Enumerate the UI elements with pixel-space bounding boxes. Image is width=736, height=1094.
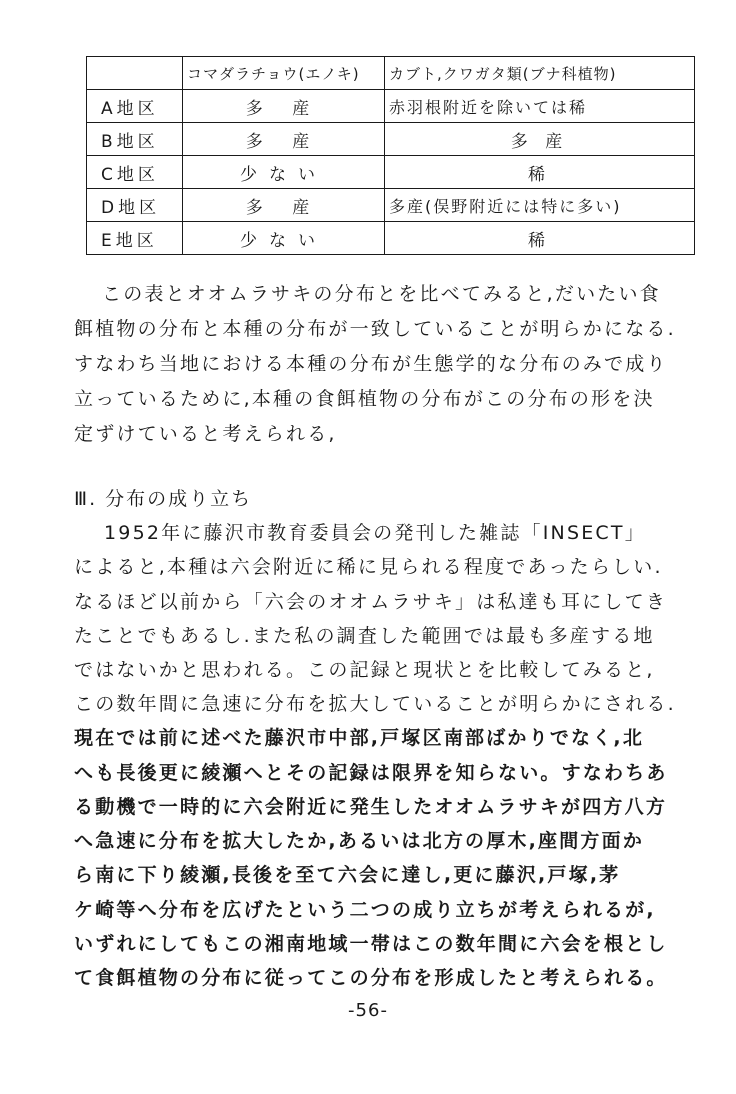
kabuto-cell: 赤羽根附近を除いては稀 — [385, 90, 695, 123]
table-header-cell — [87, 57, 183, 90]
table-header-row — [87, 57, 695, 90]
table-row — [87, 123, 695, 156]
table-row — [87, 90, 695, 123]
text-line: 1952年に藤沢市教育委員会の発刊した雑誌「INSECT」 — [104, 522, 646, 544]
table-header-cell: コマダラチョウ(エノキ) — [183, 57, 385, 90]
komadara-cell: 少ない — [183, 156, 385, 189]
text-line: たことでもあるし.また私の調査した範囲では最も多産する地 — [74, 625, 655, 647]
text-line: ではないかと思われる。この記録と現状とを比較してみると, — [74, 659, 655, 681]
text-line: へ急速に分布を拡大したか,あるいは北方の厚木,座間方面か — [74, 830, 645, 852]
text-line: いずれにしてもこの湘南地域一帯はこの数年間に六会を根とし — [74, 933, 668, 955]
table-row — [87, 156, 695, 189]
text-line: 現在では前に述べた藤沢市中部,戸塚区南部ばかりでなく,北 — [74, 727, 645, 749]
text-line: 立っているために,本種の食餌植物の分布がこの分布の形を決 — [74, 388, 655, 410]
text-line: 定ずけていると考えられる, — [74, 423, 337, 445]
text-line: ら南に下り綾瀬,長後を至て六会に達し,更に藤沢,戸塚,茅 — [74, 864, 621, 886]
text-line: なるほど以前から「六会のオオムラサキ」は私達も耳にしてき — [74, 591, 668, 613]
komadara-cell: 多 産 — [183, 90, 385, 123]
kabuto-cell: 稀 — [385, 156, 695, 189]
text-line: ケ崎等へ分布を広げたという二つの成り立ちが考えられるが, — [74, 899, 656, 921]
table-header-cell: カブト,クワガタ類(ブナ科植物) — [385, 57, 695, 90]
text-line: へも長後更に綾瀬へとその記録は限界を知らない。すなわちあ — [74, 762, 668, 784]
table-row — [87, 222, 695, 255]
text-line: すなわち当地における本種の分布が生態学的な分布のみで成り — [74, 353, 668, 375]
area-cell: C地区 — [87, 156, 183, 189]
text-line: この数年間に急速に分布を拡大していることが明らかにされる. — [74, 693, 676, 715]
area-cell: A地区 — [87, 90, 183, 123]
area-cell: B地区 — [87, 123, 183, 156]
text-line: て食餌植物の分布に従ってこの分布を形成したと考えられる。 — [74, 967, 668, 989]
text-line: 餌植物の分布と本種の分布が一致していることが明らかになる. — [74, 318, 676, 340]
kabuto-cell: 稀 — [385, 222, 695, 255]
area-cell: E地区 — [87, 222, 183, 255]
section-heading: Ⅲ. 分布の成り立ち — [74, 488, 253, 510]
text-line: る動機で一時的に六会附近に発生したオオムラサキが四方八方 — [74, 796, 668, 818]
komadara-cell: 少ない — [183, 222, 385, 255]
komadara-cell: 多 産 — [183, 189, 385, 222]
page-number: -56- — [348, 1000, 388, 1021]
komadara-cell: 多 産 — [183, 123, 385, 156]
distribution-table — [86, 56, 695, 255]
text-line: この表とオオムラサキの分布とを比べてみると,だいたい食 — [102, 283, 661, 305]
text-line: によると,本種は六会附近に稀に見られる程度であったらしい. — [74, 556, 663, 578]
kabuto-cell: 多産(俣野附近には特に多い) — [385, 189, 695, 222]
kabuto-cell: 多 産 — [385, 123, 695, 156]
table-row — [87, 189, 695, 222]
area-cell: D地区 — [87, 189, 183, 222]
